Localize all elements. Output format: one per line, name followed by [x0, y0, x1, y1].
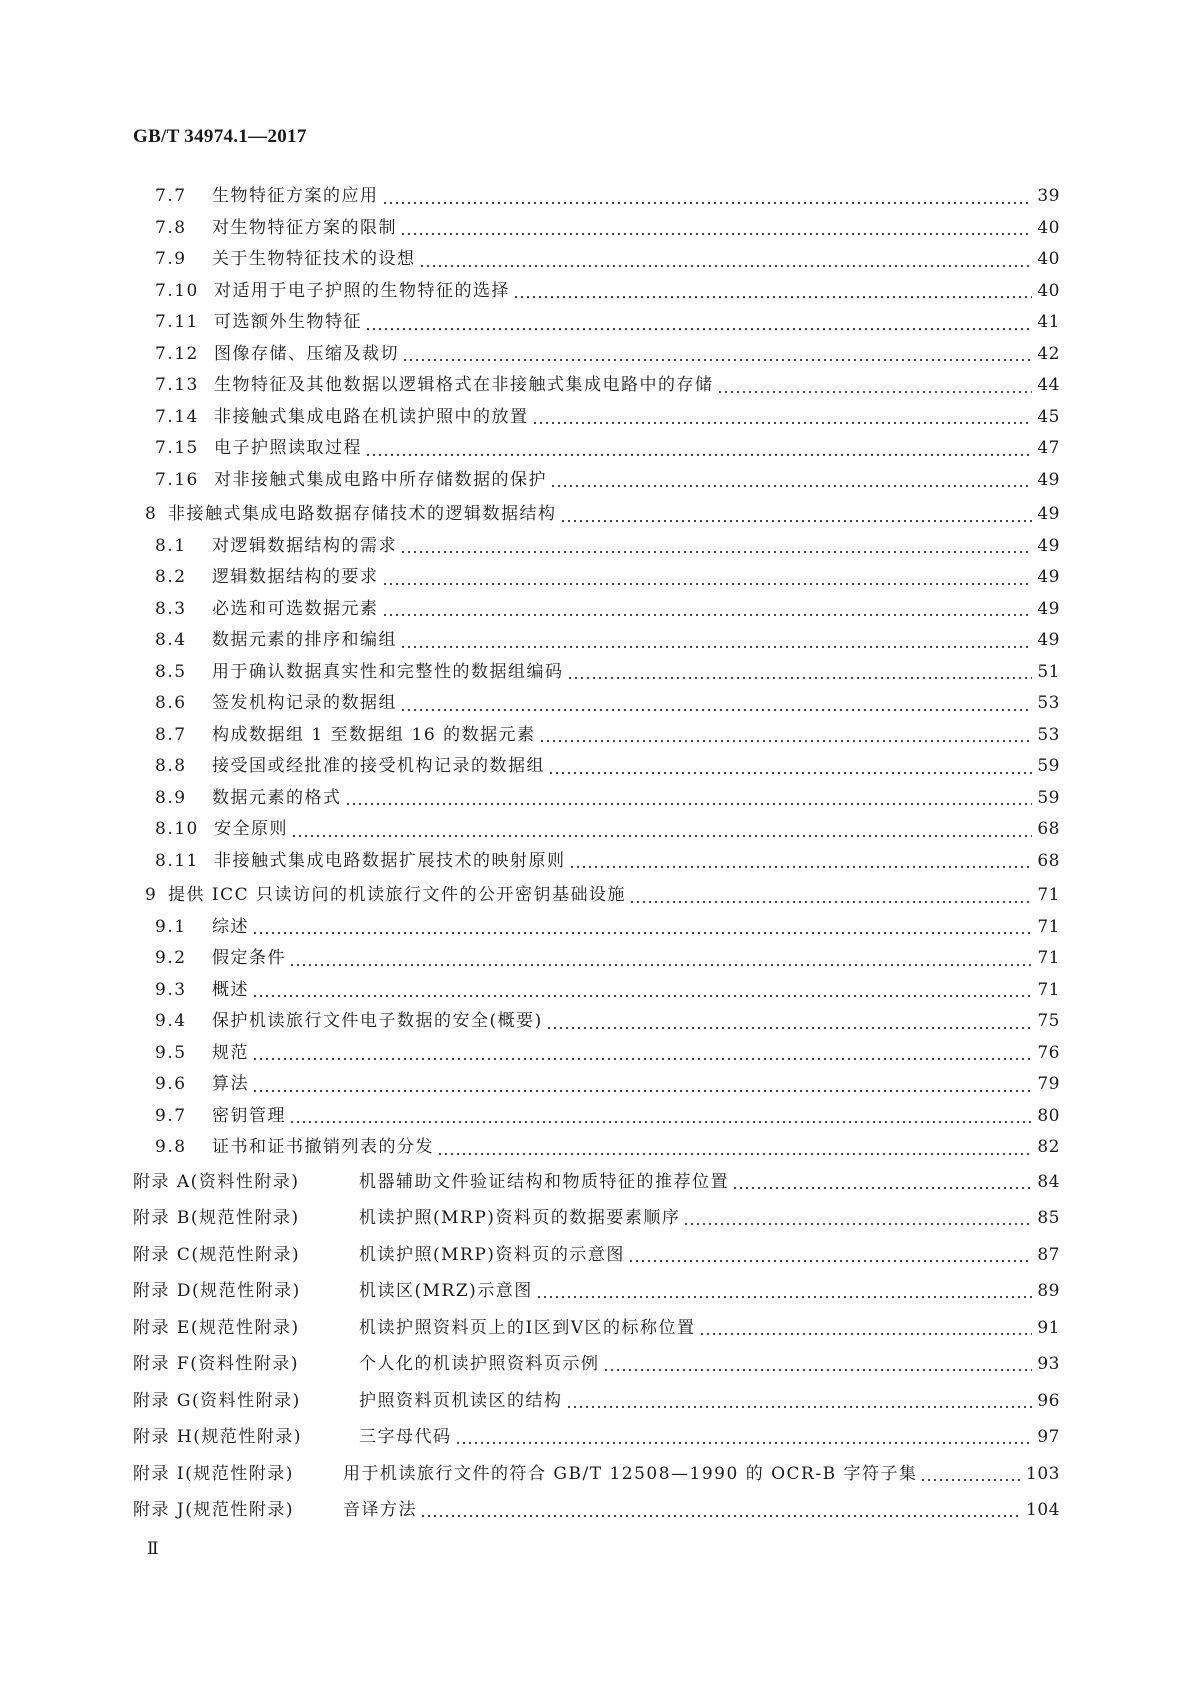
toc-entry-number: 8.9 — [155, 787, 187, 808]
leader-dots — [400, 633, 1032, 649]
toc-entry-page: 75 — [1037, 1011, 1060, 1031]
toc-entry-title: 音译方法 — [343, 1500, 417, 1520]
leader-dots — [548, 759, 1032, 775]
toc-entry-page: 76 — [1037, 1042, 1060, 1063]
leader-dots — [252, 919, 1032, 935]
toc-entry-page: 84 — [1037, 1171, 1060, 1192]
toc-entry-title: 对非接触式集成电路中所存储数据的保护 — [214, 469, 547, 490]
toc-entry-title: 对逻辑数据结构的需求 — [212, 535, 397, 556]
annex-label: 附录 B(规范性附录) — [133, 1208, 300, 1228]
toc-entry-number: 9 — [145, 885, 158, 905]
leader-dots — [400, 696, 1032, 712]
toc-entry-page: 49 — [1037, 469, 1060, 490]
toc-entry-number: 8.3 — [155, 598, 187, 619]
toc-entry-page: 42 — [1037, 343, 1060, 364]
toc-entry[interactable] — [133, 625, 1060, 657]
toc-annex-entry[interactable] — [133, 1346, 1060, 1383]
toc-entry[interactable] — [133, 276, 1060, 308]
annex-label: 附录 F(资料性附录) — [133, 1354, 299, 1374]
toc-entry-number: 8.2 — [155, 567, 187, 587]
leader-dots — [546, 1014, 1032, 1030]
leader-dots — [289, 951, 1032, 967]
toc-entry[interactable] — [133, 846, 1060, 878]
leader-dots — [400, 538, 1032, 554]
leader-dots — [550, 472, 1032, 488]
toc-entry-page: 47 — [1037, 438, 1060, 458]
toc-entry-number: 9.2 — [155, 948, 187, 968]
toc-entry-page: 103 — [1026, 1463, 1060, 1484]
toc-annex-entry[interactable] — [133, 1310, 1060, 1347]
toc-entry-number: 7.15 — [155, 438, 199, 458]
toc-entry-number: 8.8 — [155, 756, 187, 776]
toc-entry-number: 7.16 — [155, 469, 199, 490]
toc-entry-title: 机读区(MRZ)示意图 — [359, 1281, 533, 1301]
toc-entry-title: 提供 ICC 只读访问的机读旅行文件的公开密钥基础设施 — [168, 885, 627, 905]
toc-entry-title: 非接触式集成电路数据存储技术的逻辑数据结构 — [168, 504, 557, 524]
leader-dots — [717, 378, 1033, 394]
toc-entry-title: 密钥管理 — [212, 1105, 286, 1126]
toc-entry-page: 51 — [1037, 661, 1060, 682]
toc-entry-title: 规范 — [212, 1042, 249, 1063]
toc-entry-page: 82 — [1037, 1137, 1060, 1157]
toc-annex-entry[interactable] — [133, 1237, 1060, 1274]
standard-number: GB/T 34974.1—2017 — [133, 126, 307, 147]
toc-entry[interactable] — [133, 720, 1060, 752]
toc-entry-number: 7.12 — [155, 343, 199, 364]
toc-entry-page: 49 — [1037, 567, 1060, 587]
toc-entry-number: 7.8 — [155, 217, 187, 238]
leader-dots — [539, 727, 1032, 743]
toc-entry-page: 41 — [1037, 312, 1060, 332]
leader-dots — [603, 1356, 1033, 1372]
toc-annex-entry[interactable] — [133, 1273, 1060, 1310]
leader-dots — [252, 1077, 1032, 1093]
toc-entry-title: 签发机构记录的数据组 — [212, 693, 397, 713]
toc-entry-page: 71 — [1037, 885, 1060, 905]
leader-dots — [566, 1393, 1033, 1409]
leader-dots — [920, 1466, 1022, 1482]
toc-entry-number: 9.7 — [155, 1105, 187, 1126]
toc-entry-number: 7.10 — [155, 280, 199, 301]
toc-entry-page: 53 — [1037, 693, 1060, 713]
toc-entry-number: 7.11 — [155, 312, 199, 332]
leader-dots — [252, 1045, 1032, 1061]
leader-dots — [419, 252, 1033, 268]
toc-entry-page: 79 — [1037, 1074, 1060, 1094]
toc-entry-page: 85 — [1037, 1208, 1060, 1228]
leader-dots — [402, 346, 1032, 362]
toc-entry-page: 93 — [1037, 1354, 1060, 1374]
leader-dots — [382, 189, 1033, 205]
toc-entry[interactable] — [133, 912, 1060, 944]
toc-entry-title: 逻辑数据结构的要求 — [212, 567, 379, 587]
leader-dots — [513, 283, 1032, 299]
toc-entry-page: 71 — [1037, 979, 1060, 1000]
toc-annex-entry[interactable] — [133, 1383, 1060, 1420]
leader-dots — [683, 1210, 1032, 1226]
toc-entry-number: 8 — [145, 504, 158, 524]
leader-dots — [455, 1429, 1033, 1445]
toc-entry[interactable] — [133, 244, 1060, 276]
leader-dots — [699, 1320, 1033, 1336]
toc-entry-title: 电子护照读取过程 — [214, 438, 362, 458]
toc-entry-title: 假定条件 — [212, 948, 286, 968]
toc-entry[interactable] — [133, 1132, 1060, 1164]
toc-entry-title: 关于生物特征技术的设想 — [212, 249, 416, 269]
toc-entry[interactable] — [133, 975, 1060, 1007]
toc-entry[interactable] — [133, 1069, 1060, 1101]
toc-entry-page: 96 — [1037, 1390, 1060, 1411]
toc-entry-title: 对适用于电子护照的生物特征的选择 — [214, 280, 510, 301]
toc-entry-page: 40 — [1037, 217, 1060, 238]
toc-entry-page: 89 — [1037, 1281, 1060, 1301]
toc-entry-page: 71 — [1037, 948, 1060, 968]
toc-entry-number: 7.13 — [155, 375, 199, 395]
toc-entry-number: 7.14 — [155, 406, 199, 427]
toc-entry-page: 91 — [1037, 1317, 1060, 1338]
leader-dots — [291, 822, 1032, 838]
leader-dots — [532, 409, 1033, 425]
toc-entry-title: 必选和可选数据元素 — [212, 598, 379, 619]
annex-label: 附录 J(规范性附录) — [133, 1500, 294, 1520]
toc-entry-title: 生物特征及其他数据以逻辑格式在非接触式集成电路中的存储 — [214, 375, 714, 395]
toc-entry-page: 68 — [1037, 850, 1060, 871]
toc-annex-entry[interactable] — [133, 1164, 1060, 1201]
toc-entry-title: 机读护照(MRP)资料页的示意图 — [359, 1244, 625, 1265]
annex-label: 附录 D(规范性附录) — [133, 1281, 301, 1301]
toc-entry[interactable] — [133, 562, 1060, 594]
toc-entry-title: 概述 — [212, 979, 249, 1000]
toc-entry[interactable] — [133, 783, 1060, 815]
page-folio: Ⅱ — [147, 1539, 159, 1558]
table-of-contents — [133, 181, 1060, 1529]
toc-entry-page: 49 — [1037, 630, 1060, 650]
toc-annex-entry[interactable] — [133, 1200, 1060, 1237]
toc-entry-page: 39 — [1037, 186, 1060, 206]
toc-entry[interactable] — [133, 657, 1060, 689]
toc-annex-entry[interactable] — [133, 1492, 1060, 1529]
toc-entry-number: 7.9 — [155, 249, 187, 269]
toc-entry-title: 保护机读旅行文件电子数据的安全(概要) — [212, 1011, 543, 1031]
toc-entry-page: 68 — [1037, 819, 1060, 839]
toc-entry[interactable] — [133, 531, 1060, 563]
toc-entry-title: 机读护照(MRP)资料页的数据要素顺序 — [359, 1208, 681, 1228]
toc-annex-entry[interactable] — [133, 1456, 1060, 1493]
toc-entry[interactable] — [133, 1101, 1060, 1133]
toc-entry-title: 安全原则 — [214, 819, 288, 839]
toc-entry-number: 8.4 — [155, 630, 187, 650]
toc-entry-title: 证书和证书撤销列表的分发 — [212, 1137, 434, 1157]
toc-entry-number: 8.6 — [155, 693, 187, 713]
toc-entry[interactable] — [133, 402, 1060, 434]
toc-entry-number: 7.7 — [155, 186, 187, 206]
toc-entry[interactable] — [133, 814, 1060, 846]
toc-entry-number: 9.3 — [155, 979, 187, 1000]
leader-dots — [365, 441, 1032, 457]
toc-entry[interactable] — [133, 433, 1060, 465]
toc-entry-title: 可选额外生物特征 — [214, 312, 362, 332]
leader-dots — [252, 982, 1032, 998]
toc-entry-number: 9.8 — [155, 1137, 187, 1157]
toc-chapter-entry[interactable] — [133, 880, 1060, 912]
toc-entry[interactable] — [133, 307, 1060, 339]
leader-dots — [536, 1283, 1032, 1299]
annex-label: 附录 A(资料性附录) — [133, 1171, 300, 1192]
toc-entry[interactable] — [133, 943, 1060, 975]
toc-entry-title: 数据元素的排序和编组 — [212, 630, 397, 650]
toc-entry-page: 59 — [1037, 756, 1060, 776]
toc-entry-page: 45 — [1037, 406, 1060, 427]
toc-entry-title: 机器辅助文件验证结构和物质特征的推荐位置 — [359, 1171, 729, 1192]
toc-entry-number: 9.5 — [155, 1042, 187, 1063]
toc-annex-entry[interactable] — [133, 1419, 1060, 1456]
leader-dots — [628, 1247, 1032, 1263]
toc-entry-title: 非接触式集成电路在机读护照中的放置 — [214, 406, 529, 427]
toc-entry-number: 8.5 — [155, 661, 187, 682]
toc-entry-page: 59 — [1037, 787, 1060, 808]
leader-dots — [420, 1502, 1022, 1518]
toc-entry-page: 97 — [1037, 1427, 1060, 1447]
toc-entry-number: 9.6 — [155, 1074, 187, 1094]
toc-entry-page: 53 — [1037, 724, 1060, 745]
leader-dots — [365, 315, 1032, 331]
leader-dots — [382, 570, 1033, 586]
leader-dots — [289, 1108, 1032, 1124]
toc-entry-title: 对生物特征方案的限制 — [212, 217, 397, 238]
toc-entry-title: 接受国或经批准的接受机构记录的数据组 — [212, 756, 545, 776]
toc-entry-page: 49 — [1037, 535, 1060, 556]
toc-entry[interactable] — [133, 1006, 1060, 1038]
leader-dots — [569, 853, 1033, 869]
toc-chapter-entry[interactable] — [133, 499, 1060, 531]
toc-entry-title: 用于机读旅行文件的符合 GB/T 12508—1990 的 OCR-B 字符子集 — [343, 1463, 918, 1484]
toc-entry[interactable] — [133, 181, 1060, 213]
toc-entry[interactable] — [133, 594, 1060, 626]
toc-entry-page: 49 — [1037, 504, 1060, 524]
toc-entry-page: 71 — [1037, 916, 1060, 937]
toc-entry-number: 9.1 — [155, 916, 187, 937]
leader-dots — [629, 888, 1032, 904]
toc-entry-title: 图像存储、压缩及裁切 — [214, 343, 399, 364]
annex-label: 附录 I(规范性附录) — [133, 1463, 294, 1484]
toc-entry-page: 44 — [1037, 375, 1060, 395]
toc-entry-title: 护照资料页机读区的结构 — [359, 1390, 563, 1411]
toc-entry-number: 8.7 — [155, 724, 187, 745]
toc-entry[interactable] — [133, 1038, 1060, 1070]
toc-entry-title: 构成数据组 1 至数据组 16 的数据元素 — [212, 724, 536, 745]
toc-entry[interactable] — [133, 688, 1060, 720]
toc-entry[interactable] — [133, 370, 1060, 402]
toc-entry-page: 104 — [1026, 1500, 1060, 1520]
leader-dots — [567, 664, 1033, 680]
toc-entry-page: 40 — [1037, 280, 1060, 301]
toc-entry-page: 40 — [1037, 249, 1060, 269]
toc-entry-title: 非接触式集成电路数据扩展技术的映射原则 — [214, 850, 566, 871]
toc-entry-number: 8.11 — [155, 850, 199, 871]
toc-entry-title: 机读护照资料页上的Ⅰ区到Ⅴ区的标称位置 — [359, 1317, 696, 1338]
toc-entry-number: 9.4 — [155, 1011, 187, 1031]
toc-entry-title: 个人化的机读护照资料页示例 — [359, 1354, 600, 1374]
toc-entry-title: 生物特征方案的应用 — [212, 186, 379, 206]
toc-entry-title: 用于确认数据真实性和完整性的数据组编码 — [212, 661, 564, 682]
toc-entry-number: 8.1 — [155, 535, 187, 556]
annex-label: 附录 E(规范性附录) — [133, 1317, 300, 1338]
toc-entry[interactable] — [133, 465, 1060, 497]
toc-entry-page: 87 — [1037, 1244, 1060, 1265]
toc-entry-title: 三字母代码 — [359, 1427, 452, 1447]
toc-entry-title: 数据元素的格式 — [212, 787, 342, 808]
leader-dots — [560, 507, 1033, 523]
annex-label: 附录 H(规范性附录) — [133, 1427, 302, 1447]
toc-entry[interactable] — [133, 751, 1060, 783]
toc-entry-title: 综述 — [212, 916, 249, 937]
toc-entry-page: 49 — [1037, 598, 1060, 619]
leader-dots — [382, 601, 1033, 617]
annex-label: 附录 G(资料性附录) — [133, 1390, 301, 1411]
toc-entry[interactable] — [133, 213, 1060, 245]
toc-entry-title: 算法 — [212, 1074, 249, 1094]
leader-dots — [732, 1174, 1032, 1190]
toc-entry[interactable] — [133, 339, 1060, 371]
toc-entry-page: 80 — [1037, 1105, 1060, 1126]
leader-dots — [345, 790, 1033, 806]
toc-entry-number: 8.10 — [155, 819, 199, 839]
leader-dots — [400, 220, 1032, 236]
leader-dots — [437, 1140, 1032, 1156]
annex-label: 附录 C(规范性附录) — [133, 1244, 301, 1265]
